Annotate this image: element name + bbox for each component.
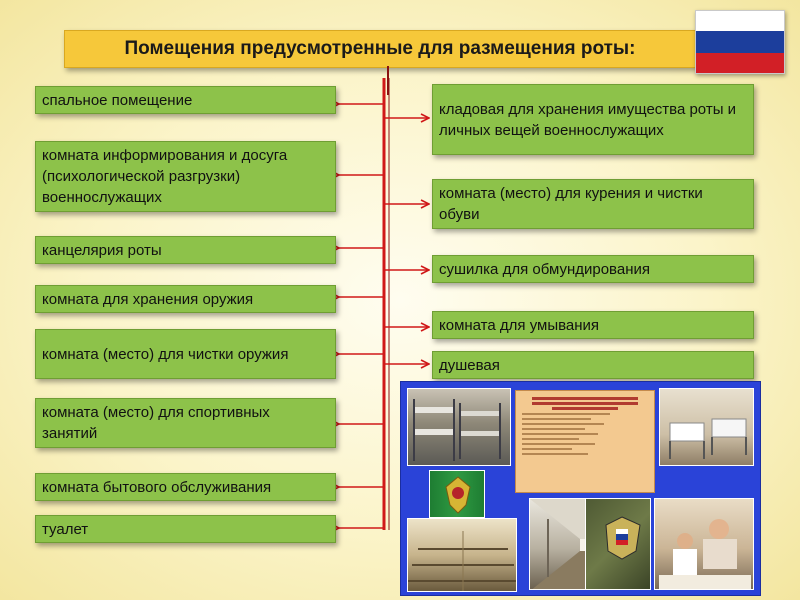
right-item-label: душевая: [439, 356, 500, 374]
left-item-toilet: [35, 515, 336, 543]
page-title: Помещения предусмотренные для размещения роты:: [64, 30, 696, 68]
left-item-sleeping-room: [35, 86, 336, 114]
beds-room-photo: [659, 388, 754, 466]
left-item-label: комната (место) для спортивных занятий: [42, 404, 270, 442]
right-item-washroom: [432, 311, 754, 339]
left-item-household-room: [35, 473, 336, 501]
right-item-storeroom: [432, 84, 754, 155]
dormitory-photo: [407, 388, 511, 466]
uniform-photo: [585, 498, 651, 590]
household-room-photo: [654, 498, 754, 590]
right-item-label: кладовая для хранения имущества роты и личных вещей военнослужащих: [439, 100, 737, 139]
left-item-label: комната (место) для чистки оружия: [42, 345, 289, 363]
right-item-smoking-room: [432, 179, 754, 229]
left-item-sports-room: [35, 398, 336, 448]
left-item-info-room: [35, 141, 336, 212]
right-item-shower: [432, 351, 754, 379]
left-item-label: спальное помещение: [42, 91, 193, 109]
photo-collage: [400, 381, 761, 596]
right-item-label: сушилка для обмундирования: [439, 260, 650, 278]
left-item-label: комната бытового обслуживания: [42, 478, 272, 496]
army-emblem-photo: [429, 470, 485, 518]
left-item-weapon-cleaning: [35, 329, 336, 379]
right-item-drying-room: [432, 255, 754, 283]
left-item-label: канцелярия роты: [42, 241, 162, 259]
left-item-office: [35, 236, 336, 264]
left-item-label: туалет: [42, 520, 89, 538]
right-item-label: комната (место) для курения и чистки обуви: [439, 185, 703, 223]
left-item-weapon-storage: [35, 285, 336, 313]
left-item-label: комната для хранения оружия: [42, 290, 254, 308]
regulations-document: [515, 390, 655, 493]
left-item-label: комната информирования и досуга (психологической разгрузки) военнослужащих: [42, 147, 288, 206]
right-item-label: комната для умывания: [439, 316, 600, 334]
canteen-photo: [407, 518, 517, 592]
